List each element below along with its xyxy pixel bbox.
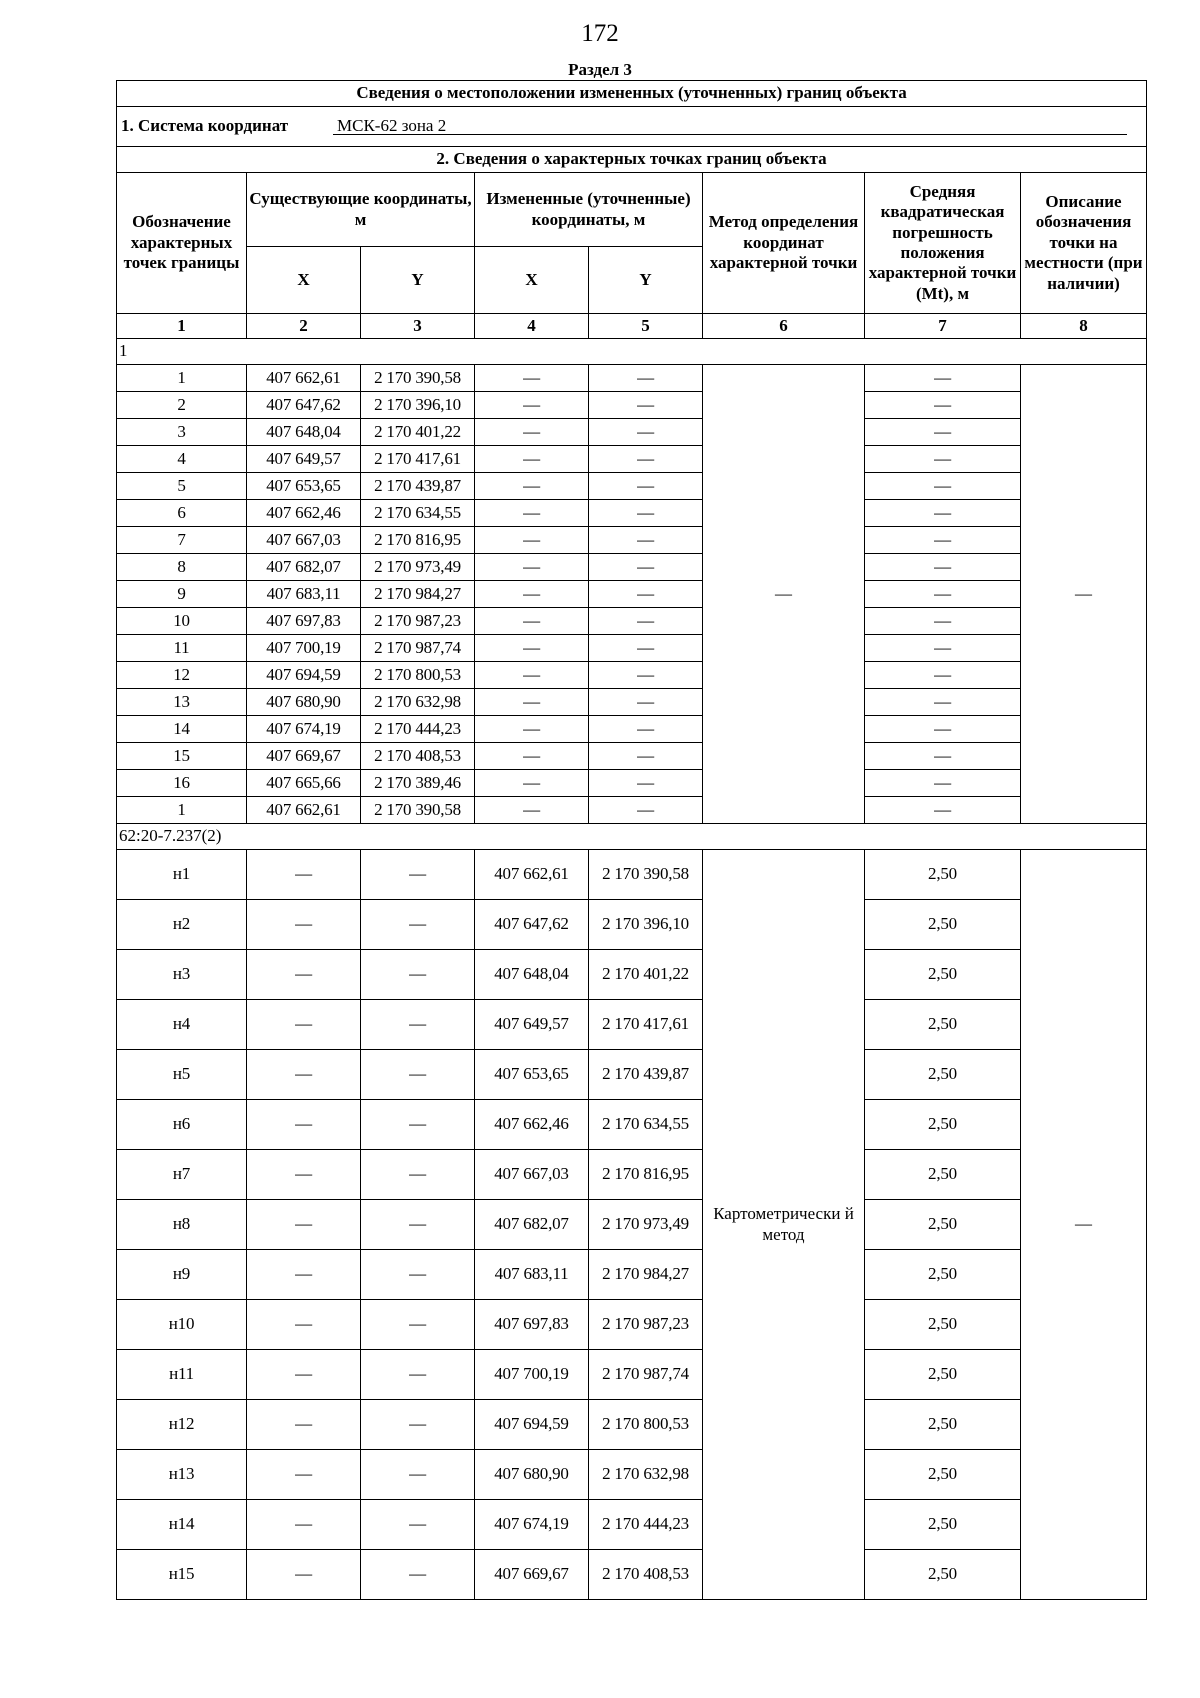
changed-x-cell: 407 648,04 — [475, 950, 589, 1000]
existing-x-cell: — — [247, 1200, 361, 1250]
changed-y-cell: 2 170 444,23 — [589, 1500, 703, 1550]
existing-y-cell: 2 170 389,46 — [361, 770, 475, 797]
column-number: 4 — [475, 314, 589, 339]
mean-error-cell: 2,50 — [865, 1500, 1021, 1550]
column-number: 7 — [865, 314, 1021, 339]
mean-error-cell: 2,50 — [865, 1150, 1021, 1200]
table-row — [117, 1150, 1147, 1200]
header-existing-y: Y — [361, 247, 475, 314]
changed-x-cell: — — [475, 446, 589, 473]
existing-y-cell: 2 170 987,23 — [361, 608, 475, 635]
column-number: 1 — [117, 314, 247, 339]
table-row — [117, 689, 1147, 716]
changed-y-cell: — — [589, 554, 703, 581]
changed-y-cell: 2 170 401,22 — [589, 950, 703, 1000]
existing-x-cell: 407 682,07 — [247, 554, 361, 581]
existing-x-cell: — — [247, 1550, 361, 1600]
existing-x-cell: 407 694,59 — [247, 662, 361, 689]
header-changed-y: Y — [589, 247, 703, 314]
changed-y-cell: 2 170 984,27 — [589, 1250, 703, 1300]
table-row — [117, 635, 1147, 662]
table-row — [117, 850, 1147, 900]
changed-x-cell: 407 682,07 — [475, 1200, 589, 1250]
existing-y-cell: — — [361, 1500, 475, 1550]
section-title: Раздел 3 — [568, 60, 632, 79]
existing-x-cell: 407 662,61 — [247, 365, 361, 392]
table-row — [117, 1300, 1147, 1350]
mean-error-cell: 2,50 — [865, 1300, 1021, 1350]
existing-x-cell: 407 697,83 — [247, 608, 361, 635]
column-number: 6 — [703, 314, 865, 339]
changed-y-cell: — — [589, 392, 703, 419]
point-cell: н6 — [117, 1100, 247, 1150]
coord-system-label: 1. Система координат — [121, 116, 289, 136]
mean-error-cell: 2,50 — [865, 900, 1021, 950]
existing-x-cell: — — [247, 1500, 361, 1550]
changed-x-cell: 407 653,65 — [475, 1050, 589, 1100]
table-row — [117, 1100, 1147, 1150]
changed-y-cell: — — [589, 608, 703, 635]
header-point-designation: Обозначение характерных точек границы — [117, 173, 247, 314]
table-row — [117, 950, 1147, 1000]
changed-y-cell: — — [589, 635, 703, 662]
mean-error-cell: 2,50 — [865, 950, 1021, 1000]
existing-x-cell: 407 647,62 — [247, 392, 361, 419]
description-cell: — — [1021, 850, 1147, 1600]
mean-error-cell: — — [865, 770, 1021, 797]
header-existing-x: X — [247, 247, 361, 314]
point-cell: 7 — [117, 527, 247, 554]
changed-y-cell: 2 170 439,87 — [589, 1050, 703, 1100]
table-row — [117, 500, 1147, 527]
mean-error-cell: — — [865, 554, 1021, 581]
existing-y-cell: — — [361, 1450, 475, 1500]
mean-error-cell: — — [865, 716, 1021, 743]
existing-y-cell: — — [361, 1250, 475, 1300]
changed-x-cell: 407 649,57 — [475, 1000, 589, 1050]
existing-x-cell: — — [247, 900, 361, 950]
coord-system-row — [117, 107, 1147, 147]
existing-x-cell: — — [247, 1050, 361, 1100]
existing-y-cell: 2 170 984,27 — [361, 581, 475, 608]
table-row — [117, 392, 1147, 419]
changed-x-cell: — — [475, 743, 589, 770]
changed-x-cell: — — [475, 662, 589, 689]
existing-x-cell: 407 700,19 — [247, 635, 361, 662]
changed-y-cell: 2 170 987,74 — [589, 1350, 703, 1400]
changed-x-cell: 407 683,11 — [475, 1250, 589, 1300]
point-cell: 4 — [117, 446, 247, 473]
coord-system-value: МСК-62 зона 2 — [333, 117, 1127, 135]
column-number: 5 — [589, 314, 703, 339]
point-cell: н14 — [117, 1500, 247, 1550]
point-cell: н2 — [117, 900, 247, 950]
point-cell: н11 — [117, 1350, 247, 1400]
mean-error-cell: — — [865, 365, 1021, 392]
point-cell: 15 — [117, 743, 247, 770]
changed-x-cell: — — [475, 473, 589, 500]
changed-y-cell: — — [589, 473, 703, 500]
existing-y-cell: 2 170 816,95 — [361, 527, 475, 554]
group-label: 62:20-7.237(2) — [117, 824, 1147, 850]
existing-y-cell: — — [361, 1100, 475, 1150]
mean-error-cell: — — [865, 608, 1021, 635]
method-cell: Картометрически й метод — [703, 850, 865, 1600]
table-row — [117, 527, 1147, 554]
changed-y-cell: 2 170 973,49 — [589, 1200, 703, 1250]
header-mean-error: Средняя квадратическая погрешность положения характерной точки (Mt), м — [865, 173, 1021, 314]
point-cell: н5 — [117, 1050, 247, 1100]
table-row — [117, 1550, 1147, 1600]
table-row — [117, 554, 1147, 581]
table-row — [117, 716, 1147, 743]
changed-x-cell: 407 662,46 — [475, 1100, 589, 1150]
point-cell: н15 — [117, 1550, 247, 1600]
existing-y-cell: 2 170 390,58 — [361, 797, 475, 824]
existing-y-cell: — — [361, 900, 475, 950]
existing-x-cell: — — [247, 1350, 361, 1400]
table-row — [117, 1000, 1147, 1050]
existing-y-cell: — — [361, 1200, 475, 1250]
changed-x-cell: 407 647,62 — [475, 900, 589, 950]
point-cell: 2 — [117, 392, 247, 419]
column-number: 2 — [247, 314, 361, 339]
changed-y-cell: — — [589, 662, 703, 689]
existing-x-cell: — — [247, 850, 361, 900]
point-cell: н7 — [117, 1150, 247, 1200]
changed-x-cell: — — [475, 581, 589, 608]
existing-x-cell: 407 680,90 — [247, 689, 361, 716]
changed-x-cell: 407 680,90 — [475, 1450, 589, 1500]
existing-x-cell: — — [247, 1400, 361, 1450]
table-row — [117, 1400, 1147, 1450]
mean-error-cell: — — [865, 500, 1021, 527]
existing-y-cell: 2 170 439,87 — [361, 473, 475, 500]
table-row — [117, 743, 1147, 770]
table-row — [117, 1200, 1147, 1250]
subsection-title: 2. Сведения о характерных точках границ объекта — [117, 147, 1147, 173]
changed-y-cell: 2 170 417,61 — [589, 1000, 703, 1050]
existing-x-cell: 407 662,61 — [247, 797, 361, 824]
boundary-points-table — [116, 80, 1147, 1600]
group-label: 1 — [117, 339, 1147, 365]
header-existing-coords: Существующие координаты, м — [247, 173, 475, 247]
table-row — [117, 1050, 1147, 1100]
existing-y-cell: 2 170 401,22 — [361, 419, 475, 446]
point-cell: н1 — [117, 850, 247, 900]
point-cell: н9 — [117, 1250, 247, 1300]
existing-y-cell: — — [361, 950, 475, 1000]
existing-x-cell: 407 674,19 — [247, 716, 361, 743]
mean-error-cell: 2,50 — [865, 1350, 1021, 1400]
point-cell: н3 — [117, 950, 247, 1000]
changed-x-cell: — — [475, 527, 589, 554]
point-cell: 16 — [117, 770, 247, 797]
mean-error-cell: 2,50 — [865, 1250, 1021, 1300]
changed-x-cell: — — [475, 635, 589, 662]
changed-x-cell: 407 697,83 — [475, 1300, 589, 1350]
point-cell: н10 — [117, 1300, 247, 1350]
changed-y-cell: 2 170 800,53 — [589, 1400, 703, 1450]
changed-y-cell: 2 170 396,10 — [589, 900, 703, 950]
changed-y-cell: 2 170 987,23 — [589, 1300, 703, 1350]
column-number: 3 — [361, 314, 475, 339]
existing-y-cell: — — [361, 1400, 475, 1450]
mean-error-cell: 2,50 — [865, 1000, 1021, 1050]
header-method: Метод определения координат характерной точки — [703, 173, 865, 314]
table-row — [117, 1350, 1147, 1400]
table-row — [117, 797, 1147, 824]
point-cell: н13 — [117, 1450, 247, 1500]
method-cell: — — [703, 365, 865, 824]
mean-error-cell: 2,50 — [865, 1200, 1021, 1250]
mean-error-cell: 2,50 — [865, 1450, 1021, 1500]
existing-x-cell: 407 653,65 — [247, 473, 361, 500]
changed-y-cell: — — [589, 419, 703, 446]
mean-error-cell: 2,50 — [865, 1050, 1021, 1100]
mean-error-cell: — — [865, 743, 1021, 770]
mean-error-cell: — — [865, 635, 1021, 662]
existing-x-cell: 407 662,46 — [247, 500, 361, 527]
point-cell: 3 — [117, 419, 247, 446]
existing-y-cell: 2 170 634,55 — [361, 500, 475, 527]
changed-y-cell: — — [589, 446, 703, 473]
changed-y-cell: 2 170 634,55 — [589, 1100, 703, 1150]
changed-x-cell: 407 700,19 — [475, 1350, 589, 1400]
mean-error-cell: 2,50 — [865, 1400, 1021, 1450]
existing-y-cell: — — [361, 1300, 475, 1350]
header-description: Описание обозначения точки на местности (при наличии) — [1021, 173, 1147, 314]
changed-y-cell: — — [589, 770, 703, 797]
existing-y-cell: 2 170 444,23 — [361, 716, 475, 743]
changed-x-cell: — — [475, 500, 589, 527]
table-row — [117, 473, 1147, 500]
mean-error-cell: — — [865, 527, 1021, 554]
changed-y-cell: — — [589, 743, 703, 770]
existing-y-cell: 2 170 987,74 — [361, 635, 475, 662]
table-row — [117, 1500, 1147, 1550]
existing-y-cell: 2 170 973,49 — [361, 554, 475, 581]
point-cell: н4 — [117, 1000, 247, 1050]
changed-y-cell: — — [589, 797, 703, 824]
existing-x-cell: — — [247, 1100, 361, 1150]
existing-y-cell: — — [361, 1000, 475, 1050]
changed-x-cell: 407 694,59 — [475, 1400, 589, 1450]
existing-x-cell: — — [247, 1150, 361, 1200]
existing-y-cell: — — [361, 1550, 475, 1600]
table-row — [117, 662, 1147, 689]
point-cell: 13 — [117, 689, 247, 716]
existing-x-cell: — — [247, 1450, 361, 1500]
page-number: 172 — [581, 20, 619, 47]
description-cell: — — [1021, 365, 1147, 824]
table-row — [117, 446, 1147, 473]
table-row — [117, 770, 1147, 797]
existing-y-cell: — — [361, 1350, 475, 1400]
existing-x-cell: 407 665,66 — [247, 770, 361, 797]
changed-x-cell: — — [475, 608, 589, 635]
table-row — [117, 1250, 1147, 1300]
changed-y-cell: 2 170 390,58 — [589, 850, 703, 900]
header-changed-coords: Измененные (уточненные) координаты, м — [475, 173, 703, 247]
changed-y-cell: — — [589, 689, 703, 716]
changed-x-cell: — — [475, 554, 589, 581]
existing-x-cell: 407 683,11 — [247, 581, 361, 608]
changed-x-cell: — — [475, 689, 589, 716]
changed-y-cell: — — [589, 365, 703, 392]
existing-y-cell: 2 170 390,58 — [361, 365, 475, 392]
table-title: Сведения о местоположении измененных (уточненных) границ объекта — [117, 81, 1147, 107]
existing-x-cell: — — [247, 1300, 361, 1350]
existing-x-cell: 407 649,57 — [247, 446, 361, 473]
point-cell: н8 — [117, 1200, 247, 1250]
point-cell: 8 — [117, 554, 247, 581]
changed-x-cell: 407 674,19 — [475, 1500, 589, 1550]
changed-x-cell: 407 662,61 — [475, 850, 589, 900]
existing-y-cell: — — [361, 850, 475, 900]
changed-x-cell: 407 667,03 — [475, 1150, 589, 1200]
point-cell: 10 — [117, 608, 247, 635]
table-row — [117, 900, 1147, 950]
existing-x-cell: — — [247, 1250, 361, 1300]
existing-y-cell: — — [361, 1150, 475, 1200]
existing-x-cell: — — [247, 950, 361, 1000]
header-changed-x: X — [475, 247, 589, 314]
changed-y-cell: — — [589, 500, 703, 527]
mean-error-cell: 2,50 — [865, 850, 1021, 900]
point-cell: 11 — [117, 635, 247, 662]
changed-y-cell: — — [589, 527, 703, 554]
changed-x-cell: — — [475, 365, 589, 392]
table-row — [117, 419, 1147, 446]
changed-x-cell: — — [475, 797, 589, 824]
changed-x-cell: — — [475, 770, 589, 797]
point-cell: н12 — [117, 1400, 247, 1450]
column-number: 8 — [1021, 314, 1147, 339]
changed-y-cell: — — [589, 716, 703, 743]
point-cell: 6 — [117, 500, 247, 527]
changed-y-cell: — — [589, 581, 703, 608]
mean-error-cell: 2,50 — [865, 1550, 1021, 1600]
point-cell: 12 — [117, 662, 247, 689]
mean-error-cell: — — [865, 581, 1021, 608]
existing-x-cell: — — [247, 1000, 361, 1050]
existing-y-cell: 2 170 396,10 — [361, 392, 475, 419]
existing-y-cell: 2 170 417,61 — [361, 446, 475, 473]
changed-y-cell: 2 170 632,98 — [589, 1450, 703, 1500]
mean-error-cell: — — [865, 446, 1021, 473]
changed-x-cell: — — [475, 716, 589, 743]
existing-y-cell: — — [361, 1050, 475, 1100]
point-cell: 5 — [117, 473, 247, 500]
mean-error-cell: — — [865, 797, 1021, 824]
point-cell: 1 — [117, 797, 247, 824]
mean-error-cell: — — [865, 419, 1021, 446]
point-cell: 1 — [117, 365, 247, 392]
mean-error-cell: — — [865, 392, 1021, 419]
mean-error-cell: — — [865, 473, 1021, 500]
table-row — [117, 365, 1147, 392]
existing-y-cell: 2 170 408,53 — [361, 743, 475, 770]
mean-error-cell: 2,50 — [865, 1100, 1021, 1150]
changed-y-cell: 2 170 816,95 — [589, 1150, 703, 1200]
existing-y-cell: 2 170 632,98 — [361, 689, 475, 716]
existing-x-cell: 407 648,04 — [247, 419, 361, 446]
changed-x-cell: — — [475, 392, 589, 419]
mean-error-cell: — — [865, 689, 1021, 716]
mean-error-cell: — — [865, 662, 1021, 689]
table-row — [117, 1450, 1147, 1500]
changed-x-cell: — — [475, 419, 589, 446]
changed-y-cell: 2 170 408,53 — [589, 1550, 703, 1600]
table-row — [117, 608, 1147, 635]
point-cell: 14 — [117, 716, 247, 743]
point-cell: 9 — [117, 581, 247, 608]
existing-x-cell: 407 669,67 — [247, 743, 361, 770]
changed-x-cell: 407 669,67 — [475, 1550, 589, 1600]
existing-y-cell: 2 170 800,53 — [361, 662, 475, 689]
table-row — [117, 581, 1147, 608]
existing-x-cell: 407 667,03 — [247, 527, 361, 554]
